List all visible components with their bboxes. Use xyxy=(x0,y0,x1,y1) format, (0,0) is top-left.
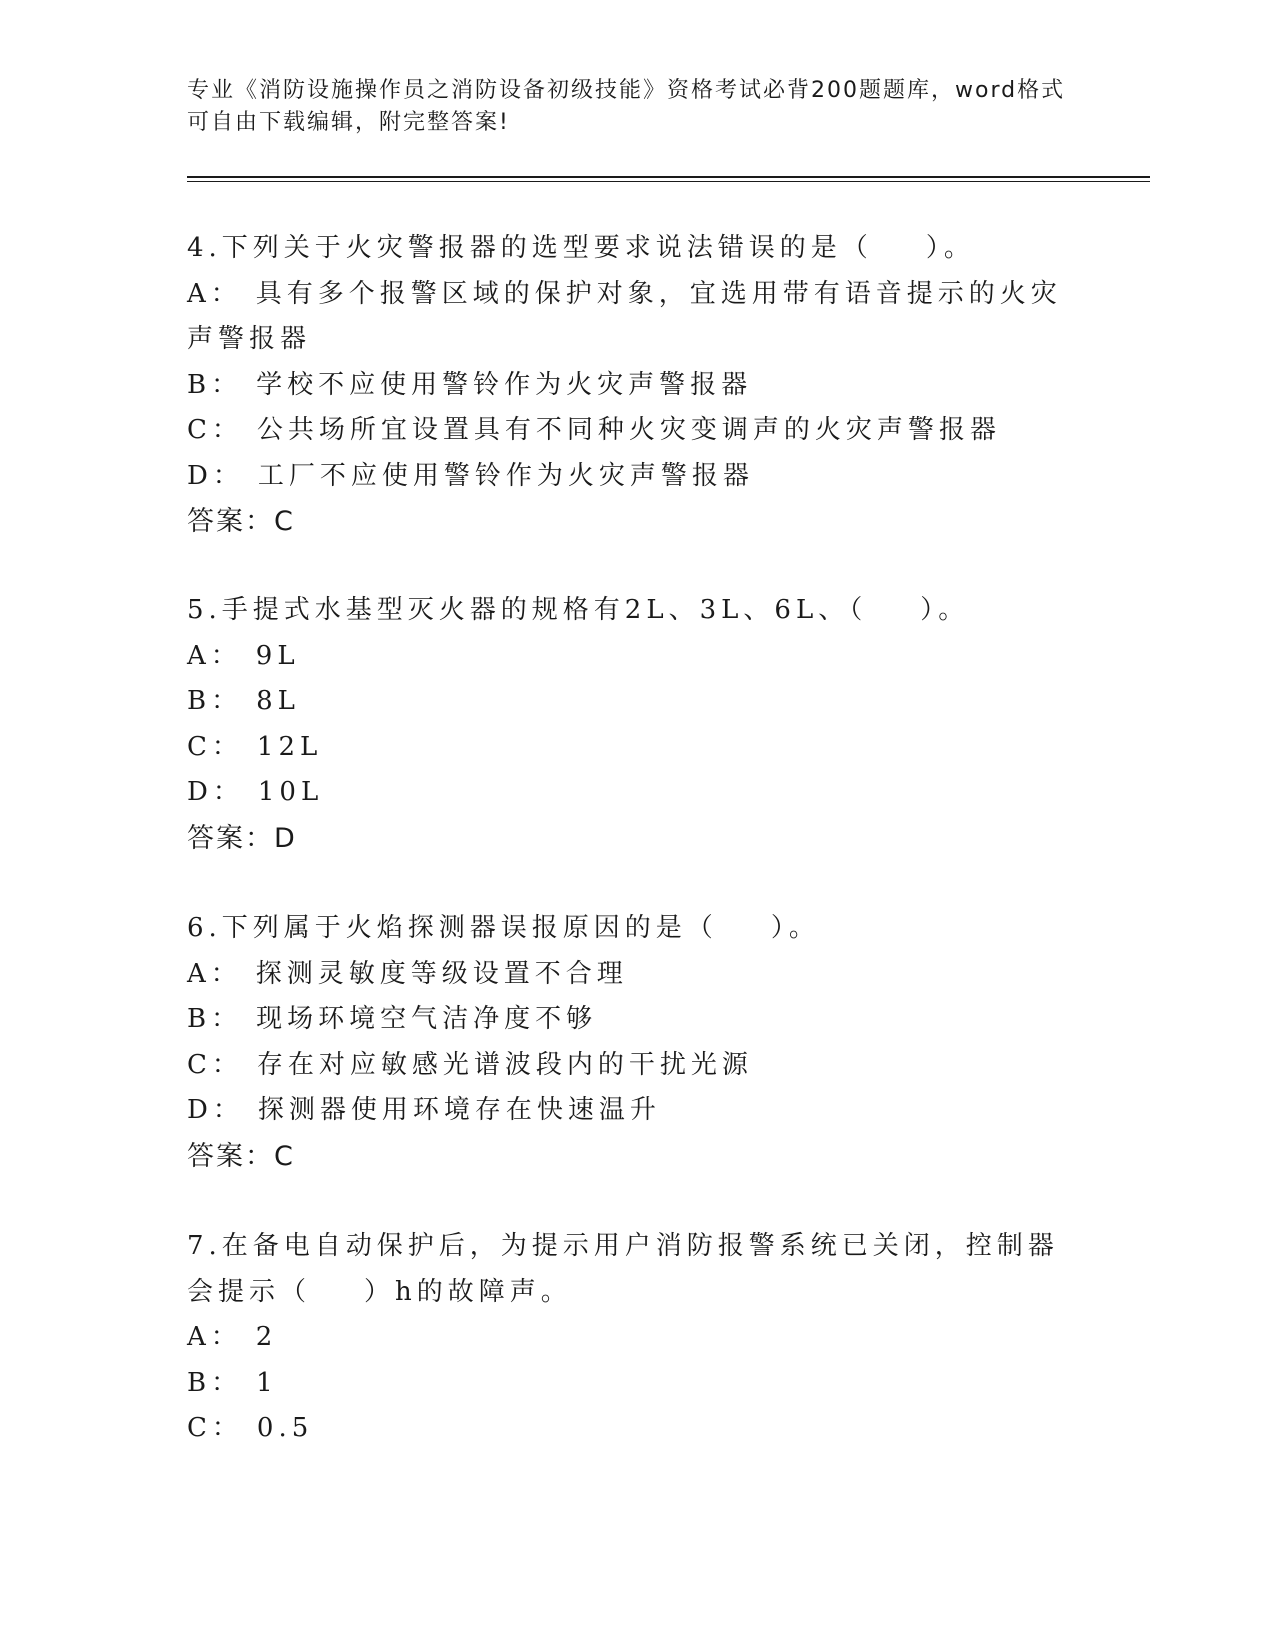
option-text: 公共场所宜设置具有不同种火灾变调声的火灾声警报器 xyxy=(256,415,1001,445)
document-header: 专业《消防设施操作员之消防设备初级技能》资格考试必背200题题库，word格式可自由下载编辑，附完整答案! xyxy=(187,78,1066,135)
option-text: 学校不应使用警铃作为火灾声警报器 xyxy=(256,369,753,400)
option-text: 工厂不应使用警铃作为火灾声警报器 xyxy=(257,460,754,491)
answer-line: 答案：D xyxy=(187,822,297,854)
question-stem: 5.手提式水基型灭火器的规格有2L、3L、6L、（ ）。 xyxy=(187,595,970,625)
question-block xyxy=(187,226,1087,544)
question-stem: 4.下列关于火灾警报器的选型要求说法错误的是（ ）。 xyxy=(187,233,975,263)
option-a xyxy=(187,634,1087,680)
option-text: 现场环境空气洁净度不够 xyxy=(256,1004,598,1034)
question-stem: 6.下列属于火焰探测器误报原因的是（ ）。 xyxy=(187,913,820,943)
option-text: 2 xyxy=(255,1322,278,1352)
option-text: 12L xyxy=(256,731,323,762)
option-text: 探测器使用环境存在快速温升 xyxy=(257,1095,661,1125)
answer-line: 答案：C xyxy=(187,1140,295,1172)
option-key: D： xyxy=(187,460,244,491)
option-key: C： xyxy=(187,1049,243,1080)
option-text: 1 xyxy=(256,1367,278,1398)
option-b xyxy=(187,679,1087,725)
option-c xyxy=(187,725,1087,771)
question-block xyxy=(187,588,1087,861)
option-key: C： xyxy=(187,1413,243,1443)
option-key: A： xyxy=(187,1322,242,1352)
option-key: B： xyxy=(187,686,243,716)
option-key: B： xyxy=(187,1367,243,1398)
option-key: B： xyxy=(187,1004,243,1034)
option-a xyxy=(187,272,1067,363)
question-block xyxy=(187,1224,1087,1452)
option-b xyxy=(187,363,1087,409)
option-d xyxy=(187,454,1087,500)
option-a xyxy=(187,1315,1087,1361)
option-b xyxy=(187,1361,1087,1407)
option-text: 探测灵敏度等级设置不合理 xyxy=(255,958,628,989)
option-key: C： xyxy=(187,415,243,445)
option-d xyxy=(187,1088,1087,1134)
option-c xyxy=(187,1406,1087,1452)
option-key: A： xyxy=(187,958,242,989)
option-b xyxy=(187,997,1087,1043)
option-text: 9L xyxy=(255,640,300,671)
header-divider-bottom xyxy=(187,181,1150,182)
option-text: 8L xyxy=(256,686,300,716)
option-a xyxy=(187,952,1087,998)
option-key: C： xyxy=(187,731,243,762)
header-divider-top xyxy=(187,176,1150,178)
option-text: 存在对应敏感光谱波段内的干扰光源 xyxy=(256,1049,753,1080)
option-key: B： xyxy=(187,369,243,400)
option-text: 10L xyxy=(257,777,324,807)
question-block xyxy=(187,906,1087,1179)
option-d xyxy=(187,770,1087,816)
option-key: A： xyxy=(187,278,242,309)
option-c xyxy=(187,1043,1087,1089)
option-key: D： xyxy=(187,1095,244,1125)
answer-line: 答案：C xyxy=(187,506,295,537)
option-c xyxy=(187,408,1087,454)
option-text: 具有多个报警区域的保护对象，宜选用带有语音提示的火灾声警报器 xyxy=(187,278,1062,354)
option-text: 0.5 xyxy=(256,1413,314,1443)
question-stem: 7.在备电自动保护后，为提示用户消防报警系统已关闭，控制器会提示（ ）h的故障声。 xyxy=(187,1231,1059,1307)
option-key: D： xyxy=(187,777,244,807)
option-key: A： xyxy=(187,640,242,671)
